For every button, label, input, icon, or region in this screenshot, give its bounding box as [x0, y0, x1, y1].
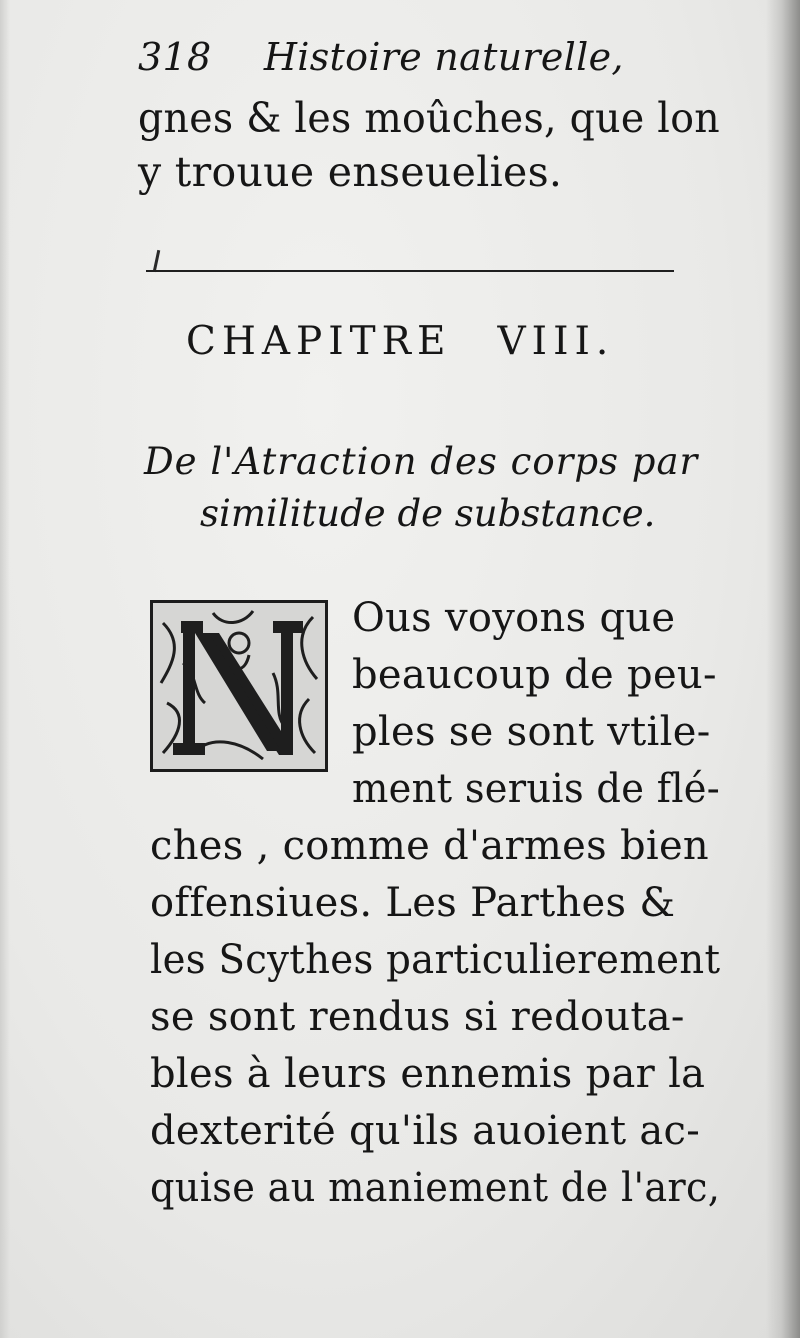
chapter-number: VIII.: [497, 319, 615, 364]
chapter-label: CHAPITRE: [186, 319, 452, 364]
page-edge-right: [766, 0, 800, 1338]
rule-mark: [153, 250, 161, 272]
paragraph-line-11: quise au maniement de l'arc,: [150, 1165, 721, 1211]
section-rule: [146, 270, 674, 272]
running-head: [138, 35, 624, 79]
paragraph-line-1: Ous voyons que: [352, 595, 676, 641]
paragraph-line-2: beaucoup de peu-: [352, 652, 717, 698]
chapter-subtitle-line-1: De l'Atraction des corps par: [144, 440, 699, 483]
paragraph-line-9: bles à leurs ennemis par la: [150, 1051, 706, 1097]
page-number: 318: [138, 35, 212, 79]
paragraph-line-10: dexterité qu'ils auoient ac-: [150, 1108, 701, 1154]
carryover-line-1: gnes & les moûches, que lon: [138, 94, 720, 142]
paragraph-line-8: se sont rendus si redouta-: [150, 994, 685, 1040]
paragraph-line-6: offensiues. Les Parthes &: [150, 880, 676, 926]
carryover-line-2: y trouue enseuelies.: [138, 148, 563, 196]
ornamental-dropcap: [150, 600, 328, 772]
chapter-heading: [186, 319, 656, 364]
paragraph-line-4: ment seruis de flé-: [352, 766, 721, 812]
page-edge-left: [0, 0, 10, 1338]
running-title: Histoire naturelle,: [263, 35, 624, 79]
paragraph-line-5: ches , comme d'armes bien: [150, 823, 709, 869]
chapter-subtitle-line-2: similitude de substance.: [200, 492, 656, 535]
paragraph-line-3: ples se sont vtile-: [352, 709, 711, 755]
dropcap-ornament-icon: [153, 603, 325, 769]
paragraph-line-7: les Scythes particulierement: [150, 937, 721, 983]
